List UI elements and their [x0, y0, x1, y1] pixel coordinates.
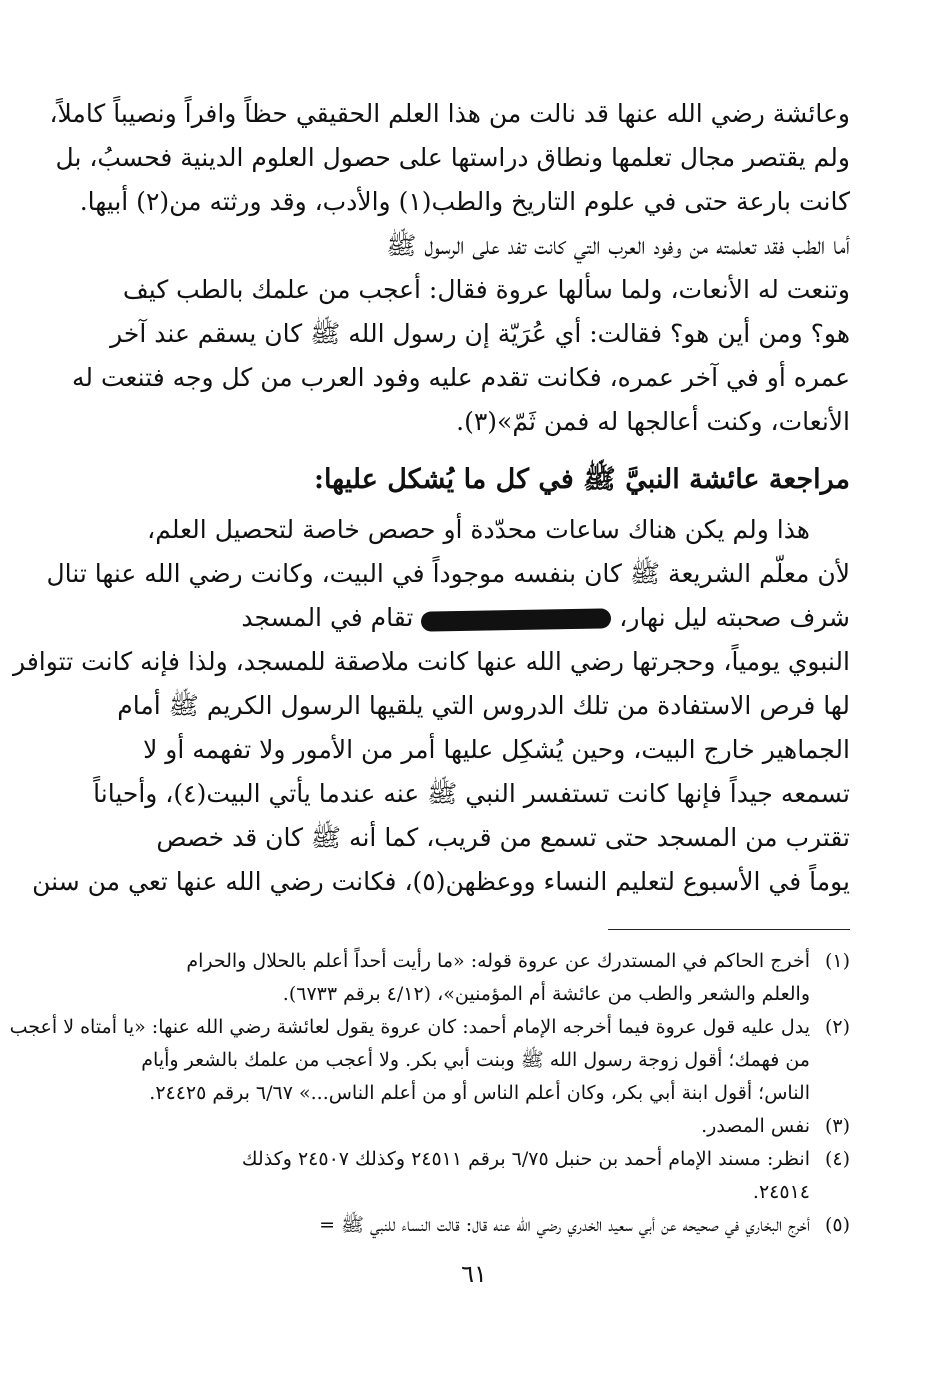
- section-heading: مراجعة عائشة النبيَّ ﷺ في كل ما يُشكل عليها:: [313, 464, 850, 495]
- paragraph-medicine: [72, 224, 850, 444]
- footnote-number: (٥): [824, 1214, 850, 1236]
- text-line: وعائشة رضي الله عنها قد نالت من هذا العلم الحقيقي حظاً وافراً ونصيباً كاملاً،: [49, 99, 850, 128]
- footnote-text: الناس؛ أقول ابنة أبي بكر، وكان أعلم الناس أو من أعلم الناس...» ٦/٦٧ برقم ٢٤٤٢٥.: [149, 1082, 810, 1104]
- footnote-text: انظر: مسند الإمام أحمد بن حنبل ٦/٧٥ برقم ٢٤٥١١ وكذلك ٢٤٥٠٧ وكذلك: [241, 1148, 810, 1170]
- footnote-text: يدل عليه قول عروة فيما أخرجه الإمام أحمد: كان عروة يقول لعائشة رضي الله عنها: «يا أمتاه لا أعجب: [9, 1016, 810, 1038]
- footnote-number: (٢): [824, 1016, 850, 1038]
- text-line: هذا ولم يكن هناك ساعات محدّدة أو حصص خاصة لتحصيل العلم،: [147, 515, 810, 544]
- footnote: [98, 1110, 850, 1143]
- footnote-number: (٤): [824, 1148, 850, 1170]
- text-line: تقترب من المسجد حتى تسمع من قريب، كما أنه ﷺ كان قد خصص: [156, 823, 850, 852]
- text-line: تسمعه جيداً فإنها كانت تستفسر النبي ﷺ عنه عندما يأتي البيت(٤)، وأحياناً: [93, 779, 850, 808]
- paragraph-aisha-knowledge: [49, 92, 850, 224]
- page-number: ٦١: [461, 1260, 487, 1288]
- footnote: [98, 945, 850, 1011]
- text-line: الجماهير خارج البيت، وحين يُشكِل عليها أمر من الأمور ولا تفهمه أو لا: [143, 735, 850, 764]
- footnote-text: أخرج البخاري في صحيحه عن أبي سعيد الخدري رضي الله عنه قال: قالت النساء للنبي ﷺ =: [319, 1214, 810, 1236]
- footnote-number: (٣): [824, 1115, 850, 1137]
- text-line: وتنعت له الأنعات، ولما سألها عروة فقال: أعجب من علمك بالطب كيف: [122, 275, 850, 304]
- text-fragment: تقام في المسجد: [241, 603, 414, 632]
- text-fragment: شرف صحبته ليل نهار،: [619, 603, 850, 632]
- footnote: [98, 1143, 850, 1209]
- paragraph-consulting-prophet: [13, 508, 850, 904]
- footnote-divider: [608, 929, 850, 930]
- text-line: ولم يقتصر مجال تعلمها ونطاق دراستها على حصول العلوم الدينية فحسبُ، بل: [55, 143, 850, 172]
- text-line: عمره أو في آخر عمره، فكانت تقدم عليه وفود العرب من كل وجه فتنعت له: [72, 363, 850, 392]
- text-line: هو؟ ومن أين هو؟ فقالت: أي عُرَيّة إن رسول الله ﷺ كان يسقم عند آخر: [110, 319, 850, 348]
- text-line-with-redaction: [98, 596, 850, 640]
- footnote-text: ٢٤٥١٤.: [752, 1181, 810, 1203]
- text-line: لأن معلّم الشريعة ﷺ كان بنفسه موجوداً في البيت، وكانت رضي الله عنها تنال: [46, 559, 850, 588]
- footnote-text: أخرج الحاكم في المستدرك عن عروة قوله: «ما رأيت أحداً أعلم بالحلال والحرام: [186, 950, 810, 972]
- redaction-scribble: [421, 608, 611, 631]
- footnote-text: والعلم والشعر والطب من عائشة أم المؤمنين»، (٤/١٢ برقم ٦٧٣٣).: [282, 983, 810, 1005]
- footnote-text: نفس المصدر.: [701, 1115, 810, 1137]
- footnotes: [9, 945, 850, 1242]
- text-line: النبوي يومياً، وحجرتها رضي الله عنها كانت ملاصقة للمسجد، ولذا فإنه كانت تتوافر: [13, 647, 850, 676]
- footnote: [9, 1011, 850, 1110]
- text-line: لها فرص الاستفادة من تلك الدروس التي يلقيها الرسول الكريم ﷺ أمام: [117, 691, 850, 720]
- text-line: الأنعات، وكنت أعالجها له فمن ثَمّ»(٣).: [456, 407, 850, 436]
- footnote: [98, 1209, 850, 1242]
- footnote-text: من فهمك؛ أقول زوجة رسول الله ﷺ وبنت أبي بكر. ولا أعجب من علمك بالشعر وأيام: [141, 1049, 810, 1071]
- footnote-number: (١): [824, 950, 850, 972]
- text-line: يوماً في الأسبوع لتعليم النساء ووعظهن(٥)، فكانت رضي الله عنها تعي من سنن: [32, 867, 850, 896]
- text-line: أما الطب فقد تعلمته من وفود العرب التي كانت تفد على الرسول ﷺ: [386, 231, 850, 260]
- text-line: كانت بارعة حتى في علوم التاريخ والطب(١) والأدب، وقد ورثته من(٢) أبيها.: [79, 187, 850, 216]
